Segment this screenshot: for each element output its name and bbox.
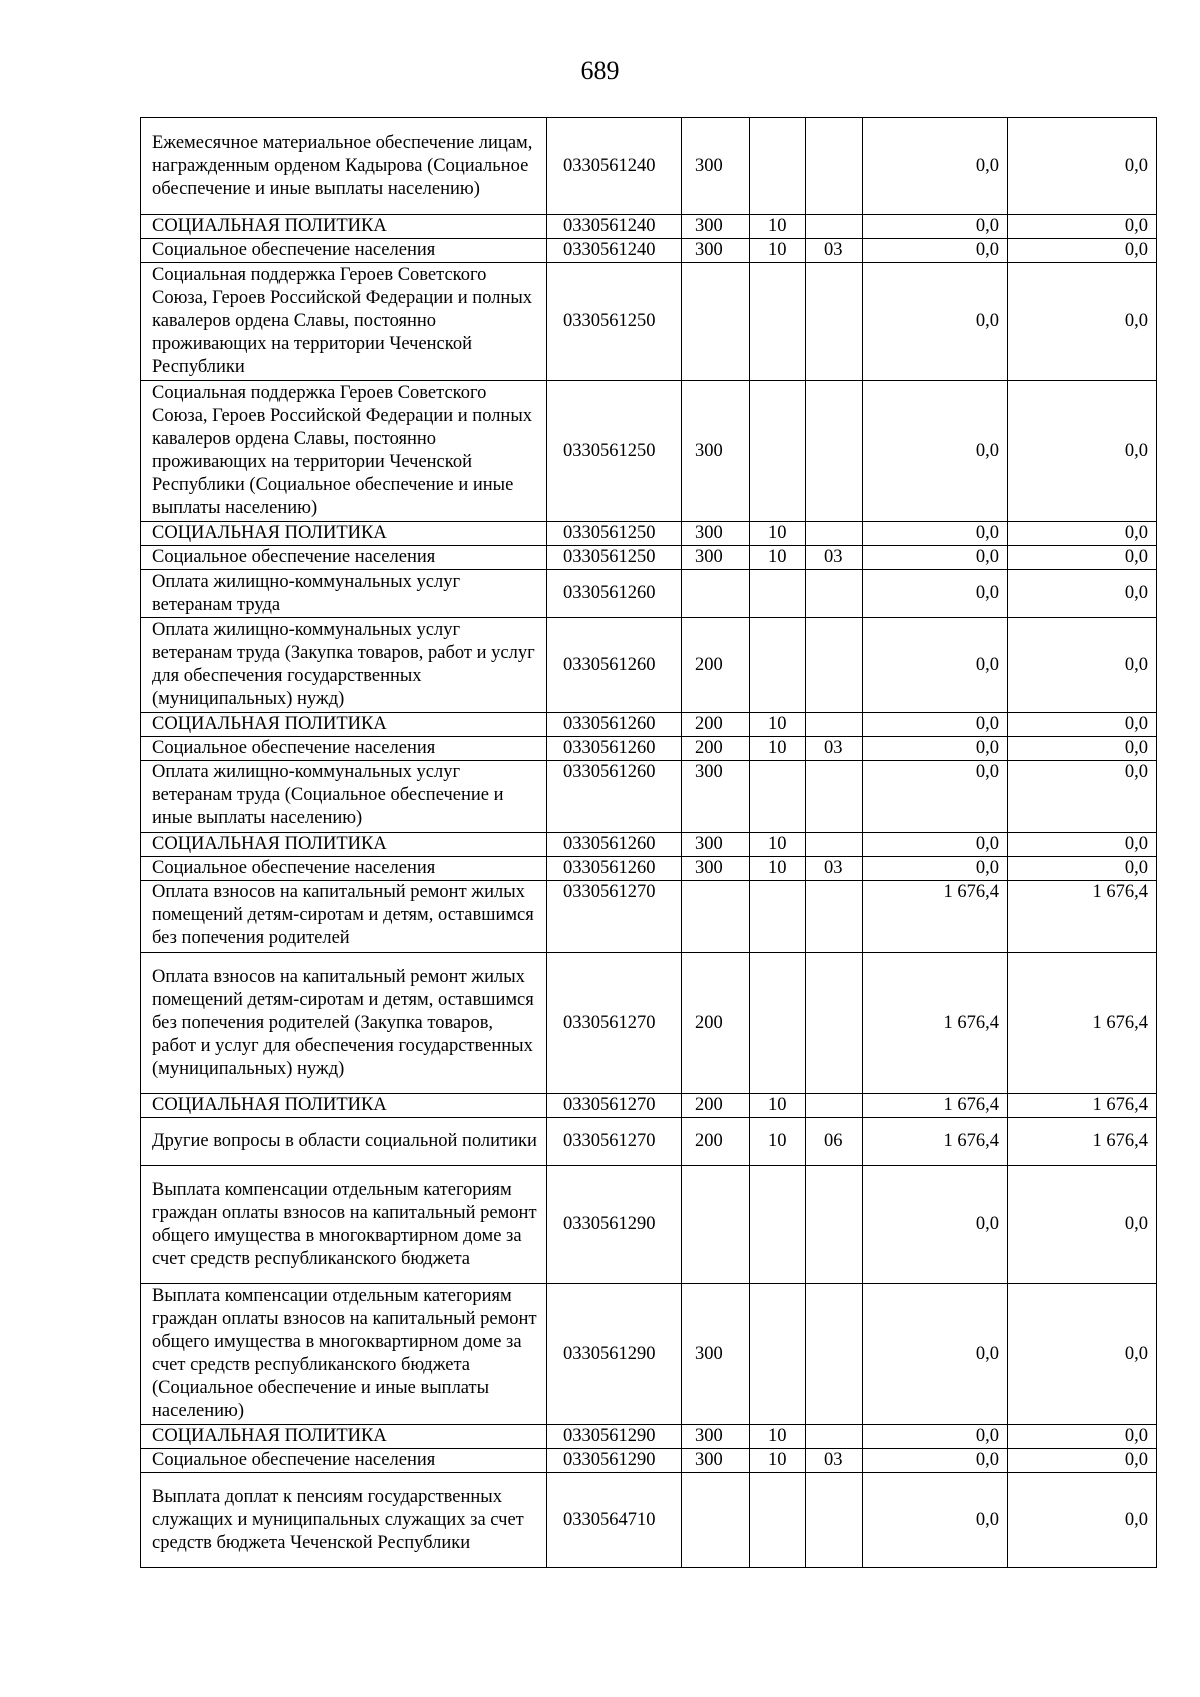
row-amount-2: 0,0 bbox=[1008, 713, 1157, 737]
row-name: Оплата взносов на капитальный ремонт жилых помещений детям-сиротам и детям, оставшимся без попечения родителей (Закупка товаров, работ и услуг для обеспечения государственных (муниципальных) нужд) bbox=[141, 953, 547, 1094]
row-name: Оплата жилищно-коммунальных услуг ветеранам труда bbox=[141, 570, 547, 618]
row-amount-2: 0,0 bbox=[1008, 1166, 1157, 1284]
row-amount-1: 0,0 bbox=[863, 546, 1008, 570]
row-amount-2: 0,0 bbox=[1008, 761, 1157, 833]
row-target-code: 0330561240 bbox=[547, 118, 682, 215]
row-target-code: 0330561270 bbox=[547, 953, 682, 1094]
row-expense-group bbox=[682, 570, 750, 618]
row-expense-group: 300 bbox=[682, 239, 750, 263]
row-expense-group: 200 bbox=[682, 1118, 750, 1166]
row-section: 10 bbox=[750, 1425, 806, 1449]
row-expense-group: 300 bbox=[682, 833, 750, 857]
table-row bbox=[141, 239, 1157, 263]
row-subsection: 06 bbox=[806, 1118, 863, 1166]
budget-table bbox=[140, 117, 1157, 1568]
row-target-code: 0330561240 bbox=[547, 239, 682, 263]
row-subsection bbox=[806, 618, 863, 713]
table-row bbox=[141, 381, 1157, 522]
row-subsection bbox=[806, 1473, 863, 1568]
row-name: СОЦИАЛЬНАЯ ПОЛИТИКА bbox=[141, 215, 547, 239]
row-target-code: 0330561250 bbox=[547, 546, 682, 570]
row-section: 10 bbox=[750, 239, 806, 263]
row-subsection: 03 bbox=[806, 857, 863, 881]
row-target-code: 0330561270 bbox=[547, 881, 682, 953]
row-amount-2: 0,0 bbox=[1008, 1449, 1157, 1473]
row-subsection bbox=[806, 1094, 863, 1118]
row-amount-2: 0,0 bbox=[1008, 618, 1157, 713]
table-row bbox=[141, 618, 1157, 713]
row-name: Выплата компенсации отдельным категориям граждан оплаты взносов на капитальный ремонт общего имущества в многоквартирном доме за счет средств республиканского бюджета bbox=[141, 1166, 547, 1284]
row-amount-1: 0,0 bbox=[863, 1425, 1008, 1449]
row-amount-2: 0,0 bbox=[1008, 118, 1157, 215]
row-amount-1: 0,0 bbox=[863, 618, 1008, 713]
row-subsection: 03 bbox=[806, 546, 863, 570]
table-row bbox=[141, 263, 1157, 381]
row-subsection bbox=[806, 713, 863, 737]
row-expense-group: 200 bbox=[682, 953, 750, 1094]
row-expense-group: 300 bbox=[682, 857, 750, 881]
row-subsection bbox=[806, 881, 863, 953]
row-name: Выплата компенсации отдельным категориям граждан оплаты взносов на капитальный ремонт общего имущества в многоквартирном доме за счет средств республиканского бюджета (Социальное обеспечение и иные выплаты населению) bbox=[141, 1284, 547, 1425]
row-amount-2: 1 676,4 bbox=[1008, 1118, 1157, 1166]
table-row bbox=[141, 1284, 1157, 1425]
row-subsection bbox=[806, 1166, 863, 1284]
row-section: 10 bbox=[750, 857, 806, 881]
row-target-code: 0330561270 bbox=[547, 1118, 682, 1166]
row-name: Социальное обеспечение населения bbox=[141, 1449, 547, 1473]
row-subsection bbox=[806, 118, 863, 215]
row-section bbox=[750, 570, 806, 618]
row-section: 10 bbox=[750, 737, 806, 761]
row-amount-2: 0,0 bbox=[1008, 1473, 1157, 1568]
row-target-code: 0330561260 bbox=[547, 713, 682, 737]
row-subsection: 03 bbox=[806, 1449, 863, 1473]
row-section bbox=[750, 118, 806, 215]
row-amount-2: 1 676,4 bbox=[1008, 1094, 1157, 1118]
row-target-code: 0330561290 bbox=[547, 1166, 682, 1284]
row-expense-group: 200 bbox=[682, 618, 750, 713]
row-expense-group bbox=[682, 1166, 750, 1284]
row-section: 10 bbox=[750, 1449, 806, 1473]
table-row bbox=[141, 761, 1157, 833]
row-name: СОЦИАЛЬНАЯ ПОЛИТИКА bbox=[141, 833, 547, 857]
row-target-code: 0330561260 bbox=[547, 618, 682, 713]
row-amount-1: 0,0 bbox=[863, 1449, 1008, 1473]
row-expense-group: 200 bbox=[682, 713, 750, 737]
row-section bbox=[750, 1284, 806, 1425]
row-section bbox=[750, 618, 806, 713]
row-target-code: 0330561260 bbox=[547, 857, 682, 881]
row-expense-group bbox=[682, 263, 750, 381]
row-target-code: 0330561250 bbox=[547, 381, 682, 522]
table-row bbox=[141, 570, 1157, 618]
row-amount-1: 0,0 bbox=[863, 857, 1008, 881]
table-row bbox=[141, 737, 1157, 761]
row-name: СОЦИАЛЬНАЯ ПОЛИТИКА bbox=[141, 1094, 547, 1118]
table-row bbox=[141, 857, 1157, 881]
row-subsection bbox=[806, 833, 863, 857]
row-amount-1: 1 676,4 bbox=[863, 1094, 1008, 1118]
row-subsection bbox=[806, 215, 863, 239]
row-amount-1: 0,0 bbox=[863, 118, 1008, 215]
row-name: Оплата жилищно-коммунальных услуг ветеранам труда (Закупка товаров, работ и услуг для обеспечения государственных (муниципальных) нужд) bbox=[141, 618, 547, 713]
row-section: 10 bbox=[750, 1118, 806, 1166]
row-amount-2: 0,0 bbox=[1008, 833, 1157, 857]
row-amount-2: 0,0 bbox=[1008, 1425, 1157, 1449]
row-expense-group: 300 bbox=[682, 1425, 750, 1449]
row-amount-2: 0,0 bbox=[1008, 546, 1157, 570]
table-row bbox=[141, 953, 1157, 1094]
row-target-code: 0330561250 bbox=[547, 522, 682, 546]
row-name: Социальное обеспечение населения bbox=[141, 546, 547, 570]
row-target-code: 0330561250 bbox=[547, 263, 682, 381]
row-subsection: 03 bbox=[806, 239, 863, 263]
row-section bbox=[750, 953, 806, 1094]
row-name: Социальное обеспечение населения bbox=[141, 857, 547, 881]
row-name: Ежемесячное материальное обеспечение лицам, награжденным орденом Кадырова (Социальное обеспечение и иные выплаты населению) bbox=[141, 118, 547, 215]
row-expense-group: 300 bbox=[682, 215, 750, 239]
row-amount-1: 1 676,4 bbox=[863, 953, 1008, 1094]
row-amount-2: 0,0 bbox=[1008, 263, 1157, 381]
row-amount-1: 0,0 bbox=[863, 1166, 1008, 1284]
table-row bbox=[141, 1473, 1157, 1568]
table-body bbox=[141, 118, 1157, 1568]
row-amount-2: 0,0 bbox=[1008, 381, 1157, 522]
row-target-code: 0330561260 bbox=[547, 833, 682, 857]
row-section: 10 bbox=[750, 713, 806, 737]
row-name: СОЦИАЛЬНАЯ ПОЛИТИКА bbox=[141, 1425, 547, 1449]
row-name: Оплата взносов на капитальный ремонт жилых помещений детям-сиротам и детям, оставшимся без попечения родителей bbox=[141, 881, 547, 953]
row-amount-2: 0,0 bbox=[1008, 737, 1157, 761]
row-subsection bbox=[806, 570, 863, 618]
row-amount-1: 1 676,4 bbox=[863, 881, 1008, 953]
table-row bbox=[141, 546, 1157, 570]
row-amount-1: 0,0 bbox=[863, 737, 1008, 761]
row-section bbox=[750, 1166, 806, 1284]
row-section bbox=[750, 263, 806, 381]
row-target-code: 0330561290 bbox=[547, 1449, 682, 1473]
row-name: Социальная поддержка Героев Советского Союза, Героев Российской Федерации и полных кавалеров ордена Славы, постоянно проживающих на территории Чеченской Республики bbox=[141, 263, 547, 381]
row-amount-2: 0,0 bbox=[1008, 857, 1157, 881]
row-section: 10 bbox=[750, 833, 806, 857]
row-expense-group bbox=[682, 1473, 750, 1568]
row-expense-group: 300 bbox=[682, 1449, 750, 1473]
row-amount-1: 0,0 bbox=[863, 381, 1008, 522]
row-name: Оплата жилищно-коммунальных услуг ветеранам труда (Социальное обеспечение и иные выплаты населению) bbox=[141, 761, 547, 833]
row-target-code: 0330561270 bbox=[547, 1094, 682, 1118]
row-name: Социальное обеспечение населения bbox=[141, 239, 547, 263]
row-subsection bbox=[806, 1284, 863, 1425]
row-name: Социальное обеспечение населения bbox=[141, 737, 547, 761]
row-subsection: 03 bbox=[806, 737, 863, 761]
page-number: 689 bbox=[580, 56, 620, 85]
row-section: 10 bbox=[750, 215, 806, 239]
row-amount-2: 0,0 bbox=[1008, 215, 1157, 239]
row-expense-group: 300 bbox=[682, 381, 750, 522]
row-expense-group: 200 bbox=[682, 737, 750, 761]
row-amount-2: 1 676,4 bbox=[1008, 881, 1157, 953]
table-row bbox=[141, 1449, 1157, 1473]
table-row bbox=[141, 522, 1157, 546]
row-amount-1: 0,0 bbox=[863, 1473, 1008, 1568]
row-name: Другие вопросы в области социальной политики bbox=[141, 1118, 547, 1166]
row-section bbox=[750, 881, 806, 953]
row-amount-1: 0,0 bbox=[863, 1284, 1008, 1425]
row-name: Выплата доплат к пенсиям государственных служащих и муниципальных служащих за счет средств бюджета Чеченской Республики bbox=[141, 1473, 547, 1568]
row-expense-group: 300 bbox=[682, 546, 750, 570]
table-row bbox=[141, 881, 1157, 953]
row-target-code: 0330561260 bbox=[547, 570, 682, 618]
row-subsection bbox=[806, 522, 863, 546]
row-amount-1: 0,0 bbox=[863, 239, 1008, 263]
row-subsection bbox=[806, 761, 863, 833]
row-section bbox=[750, 761, 806, 833]
row-expense-group: 300 bbox=[682, 118, 750, 215]
row-expense-group: 300 bbox=[682, 522, 750, 546]
row-amount-2: 0,0 bbox=[1008, 1284, 1157, 1425]
row-target-code: 0330561290 bbox=[547, 1284, 682, 1425]
row-amount-2: 1 676,4 bbox=[1008, 953, 1157, 1094]
row-section bbox=[750, 1473, 806, 1568]
table-row bbox=[141, 713, 1157, 737]
row-name: СОЦИАЛЬНАЯ ПОЛИТИКА bbox=[141, 522, 547, 546]
row-expense-group: 300 bbox=[682, 761, 750, 833]
table-row bbox=[141, 833, 1157, 857]
row-target-code: 0330564710 bbox=[547, 1473, 682, 1568]
row-amount-1: 0,0 bbox=[863, 570, 1008, 618]
row-expense-group: 300 bbox=[682, 1284, 750, 1425]
row-subsection bbox=[806, 263, 863, 381]
row-section: 10 bbox=[750, 546, 806, 570]
row-expense-group: 200 bbox=[682, 1094, 750, 1118]
table-row bbox=[141, 1166, 1157, 1284]
row-amount-1: 0,0 bbox=[863, 215, 1008, 239]
row-section bbox=[750, 381, 806, 522]
row-amount-2: 0,0 bbox=[1008, 522, 1157, 546]
row-subsection bbox=[806, 381, 863, 522]
row-section: 10 bbox=[750, 1094, 806, 1118]
row-amount-1: 0,0 bbox=[863, 713, 1008, 737]
row-name: Социальная поддержка Героев Советского Союза, Героев Российской Федерации и полных кавалеров ордена Славы, постоянно проживающих на территории Чеченской Республики (Социальное обеспечение и иные выплаты населению) bbox=[141, 381, 547, 522]
row-amount-1: 0,0 bbox=[863, 522, 1008, 546]
row-amount-1: 0,0 bbox=[863, 761, 1008, 833]
row-amount-1: 0,0 bbox=[863, 833, 1008, 857]
table-row bbox=[141, 1425, 1157, 1449]
row-target-code: 0330561260 bbox=[547, 761, 682, 833]
table-row bbox=[141, 118, 1157, 215]
row-amount-1: 0,0 bbox=[863, 263, 1008, 381]
row-subsection bbox=[806, 1425, 863, 1449]
row-amount-2: 0,0 bbox=[1008, 239, 1157, 263]
row-name: СОЦИАЛЬНАЯ ПОЛИТИКА bbox=[141, 713, 547, 737]
table-row bbox=[141, 1094, 1157, 1118]
row-section: 10 bbox=[750, 522, 806, 546]
table-row bbox=[141, 1118, 1157, 1166]
table-row bbox=[141, 215, 1157, 239]
row-target-code: 0330561260 bbox=[547, 737, 682, 761]
row-subsection bbox=[806, 953, 863, 1094]
row-target-code: 0330561240 bbox=[547, 215, 682, 239]
row-amount-2: 0,0 bbox=[1008, 570, 1157, 618]
row-amount-1: 1 676,4 bbox=[863, 1118, 1008, 1166]
row-target-code: 0330561290 bbox=[547, 1425, 682, 1449]
row-expense-group bbox=[682, 881, 750, 953]
